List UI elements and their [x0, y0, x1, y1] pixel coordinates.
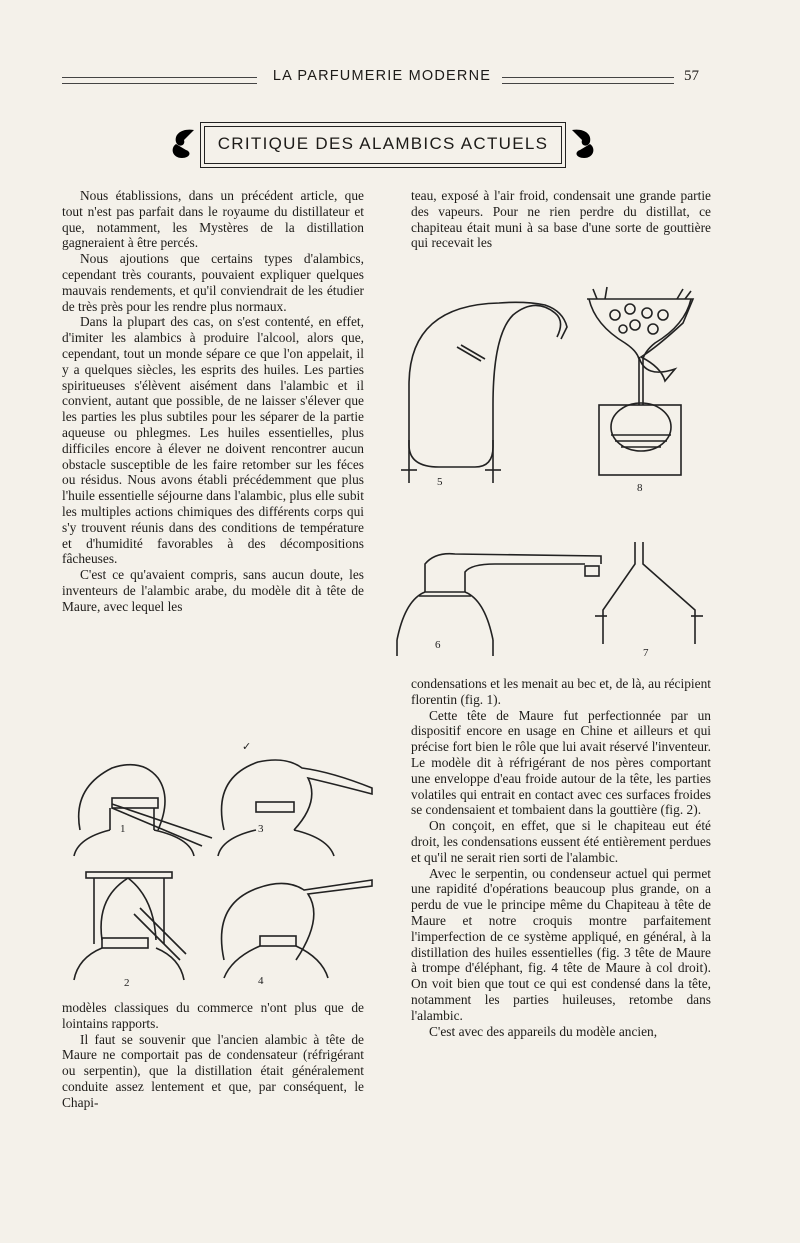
paragraph: Cette tête de Maure fut perfectionnée par un dispositif encore en usage en Chine et ailleurs et qui précise fort bien le rôle que lui avait réservé l'inventeur. Le modèle dit à réfrigérant de nos pères comportant une enveloppe d'eau froide autour de la tête, les parties volatiles qui entrait en contact avec ces surfaces froides se condensaient et tombaient dans la gouttière (fig. 2).: [411, 707, 711, 818]
paragraph: modèles classiques du commerce n'ont plus que de lointains rapports.: [62, 1000, 364, 1031]
figure-1-4-alembic-drawing: [72, 728, 382, 990]
figure-label: 8: [637, 482, 643, 494]
paragraph: C'est ce qu'avaient compris, sans aucun doute, les inventeurs de l'alambic arabe, du modèle dit à tête de Maure, avec lequel les: [62, 567, 364, 614]
ornament-right-icon: [568, 124, 600, 164]
column-2-middle: [411, 676, 711, 1039]
figure-label: 4: [258, 975, 264, 987]
header-rule-left: [62, 77, 257, 84]
title-box: [200, 122, 566, 168]
column-1-bottom: [62, 1000, 364, 1111]
running-header: [62, 68, 702, 92]
page-number: 57: [684, 68, 699, 84]
paragraph: On conçoit, en effet, que si le chapiteau eut été droit, les condensations eussent été entièrement perdues et qu'il ne serait rien sorti de l'alambic.: [411, 818, 711, 865]
column-1-top: [62, 188, 364, 615]
ornament-left-icon: [166, 124, 198, 164]
header-rule-right: [502, 77, 674, 84]
paragraph: teau, exposé à l'air froid, condensait une grande partie des vapeurs. Pour ne rien perdre du distillat, ce chapiteau était muni à sa base d'une sorte de gouttière qui recevait les: [411, 188, 711, 251]
paragraph: Nous établissions, dans un précédent article, que tout n'est pas parfait dans le royaume du distillateur et que, notamment, les Mystères de la distillation gagneraient à être percés.: [62, 188, 364, 251]
figure-label: 2: [124, 977, 130, 989]
paragraph: Dans la plupart des cas, on s'est contenté, en effet, d'imiter les alambics à produire l'alcool, alors que, cependant, tout un monde sépare ce que l'on appelait, il y a quelques siècles, les esprits des huiles. Les parties spiritueuses s'élèvent aisément dans l'alambic et il convient, autant que possible, de ne laisser s'élever que les parties les plus subtiles pour les séparer de la partie aqueuse ou phlegmes. Les huiles essentielles, plus difficiles encore à élever ne doivent rencontrer aucun obstacle susceptible de les faire retomber sur les féces ou résidus. Nous avons établi précédemment que plus l'huile essentielle séjourne dans l'alambic, plus elle subit les multiples actions chimiques des différents corps qui s'y trouvent réunis dans des conditions de température et d'humidité favorables à des décompositions fâcheuses.: [62, 314, 364, 567]
paragraph: Nous ajoutions que certains types d'alambics, cependant très courants, pouvaient expliquer quelques mauvais rendements, et qu'il conviendrait de les étudier de très près pour les rendre plus normaux.: [62, 251, 364, 314]
journal-title: LA PARFUMERIE MODERNE: [272, 68, 492, 84]
figure-label: 3: [258, 823, 264, 835]
figure-label: 1: [120, 823, 126, 835]
svg-text:✓: ✓: [242, 741, 252, 753]
figure-8-alembic-drawing: [585, 285, 695, 495]
figure-label: 6: [435, 639, 441, 651]
column-2-top: [411, 188, 711, 251]
figure-label: 7: [643, 647, 649, 659]
paragraph: condensations et les menait au bec et, de là, au récipient florentin (fig. 1).: [411, 676, 711, 707]
figure-6-7-alembic-drawing: [395, 540, 705, 670]
figure-label: 5: [437, 476, 443, 488]
paragraph: Avec le serpentin, ou condenseur actuel qui permet une rapidité d'opérations beaucoup plus grande, on a perdu de vue le principe même du Chapiteau à tête de Maure et notre croquis montre parfaitement l'imperfection de ce système appliqué, en général, à la distillation des huiles essentielles (fig. 3 tête de Maure à trompe d'éléphant, fig. 4 tête de Maure à col droit). On voit bien que tout ce qui est condensé dans la tête, notamment les parties huileuses, retombe dans l'alambic.: [411, 865, 711, 1023]
paragraph: C'est avec des appareils du modèle ancien,: [429, 1023, 658, 1039]
paragraph: Il faut se souvenir que l'ancien alambic à tête de Maure ne comportait pas de condensateur (réfrigérant ou serpentin), que la distillation était généralement conduite assez lentement et que, par conséquent, le Chapi-: [62, 1031, 364, 1110]
article-title: CRITIQUE DES ALAMBICS ACTUELS: [217, 134, 549, 153]
